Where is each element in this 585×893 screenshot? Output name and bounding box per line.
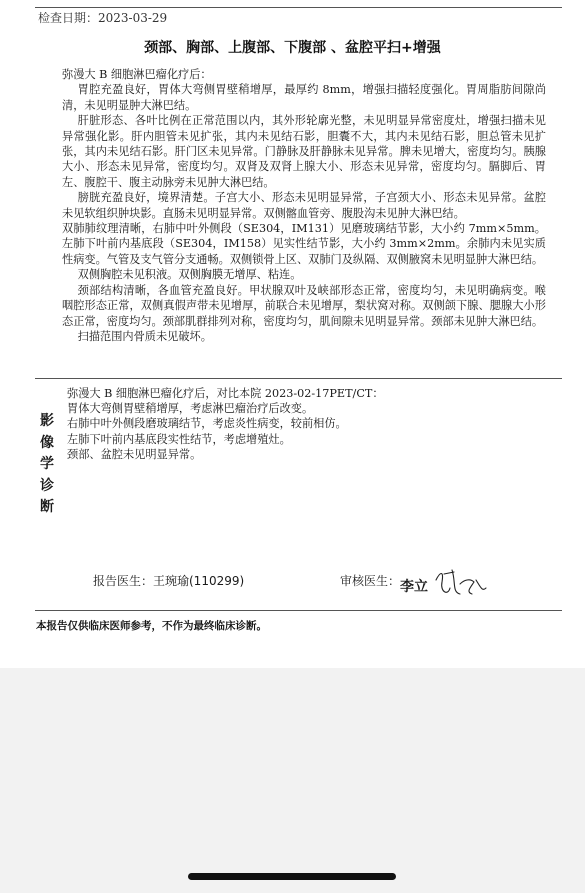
reporting-doctor: 报告医生：王琬瑜(110299) <box>93 574 245 588</box>
diagnosis-label-char: 学 <box>40 456 54 472</box>
findings-paragraph: 膀胱充盈良好，境界清楚。子宫大小、形态未见明显异常，子宫颈大小、形态未见异常。盆腔未见软组织肿块影。直肠未见明显异常。双侧髂血管旁、腹股沟未见肿大淋巴结。 <box>62 191 546 220</box>
findings-paragraph: 双肺肺纹理清晰，右肺中叶外侧段（SE304，IM131）见磨玻璃结节影，大小约 7mm×5mm。左肺下叶前内基底段（SE304，IM158）见实性结节影，大小约 3mm×2mm。余肺内未见实质性病变。气管及支气管分支通畅。双侧锁骨上区、双肺门及纵隔、双侧腋窝未见明显肿大淋巴结。 <box>62 222 546 266</box>
findings-section <box>62 67 546 344</box>
findings-paragraph: 双侧胸腔未见积液。双侧胸膜无增厚、粘连。 <box>77 268 302 282</box>
reviewing-doctor-label: 审核医生： <box>340 574 401 588</box>
section-divider <box>35 378 562 379</box>
findings-paragraph: 胃腔充盈良好，胃体大弯侧胃壁稍增厚，最厚约 8mm，增强扫描轻度强化。胃周脂肪间隙尚清，未见明显肿大淋巴结。 <box>62 83 546 112</box>
diagnosis-label-char: 断 <box>40 499 54 515</box>
diagnosis-line: 胃体大弯侧胃壁稍增厚，考虑淋巴瘤治疗后改变。 <box>67 402 314 416</box>
diagnosis-section <box>67 386 537 462</box>
footer-divider <box>35 610 562 611</box>
findings-paragraph: 扫描范围内骨质未见破坏。 <box>77 329 212 343</box>
diagnosis-label <box>40 411 56 519</box>
findings-paragraph: 肝脏形态、各叶比例在正常范围以内，其外形轮廓光整，未见明显异常密度灶，增强扫描未见异常强化影。肝内胆管未见扩张，其内未见结石影，胆囊不大，其内未见结石影，胆总管未见扩张，其内未见结石影。肝门区未见异常。门静脉及肝静脉未见异常。脾未见增大，密度均匀。胰腺大小、形态未见异常，密度均匀。双肾及双肾上腺大小、形态未见异常，密度均匀。膈脚后、胃左、腹腔干、腹主动脉旁未见肿大淋巴结。 <box>62 114 546 189</box>
exam-date: 检查日期：2023-03-29 <box>38 11 168 25</box>
diagnosis-line: 右肺中叶外侧段磨玻璃结节，考虑炎性病变，较前相仿。 <box>67 417 347 431</box>
diagnosis-label-char: 诊 <box>40 477 54 494</box>
handwritten-signature <box>430 562 490 602</box>
findings-paragraph: 弥漫大 B 细胞淋巴瘤化疗后： <box>62 68 212 81</box>
disclaimer: 本报告仅供临床医师参考，不作为最终临床诊断。 <box>36 620 267 632</box>
diagnosis-line: 左肺下叶前内基底段实性结节，考虑增殖灶。 <box>67 432 291 446</box>
home-indicator[interactable] <box>188 873 396 880</box>
top-divider <box>35 7 562 8</box>
diagnosis-line: 颈部、盆腔未见明显异常。 <box>67 447 202 461</box>
report-title: 颈部、胸部、上腹部、下腹部 、盆腔平扫+增强 <box>144 40 441 56</box>
diagnosis-line: 弥漫大 B 细胞淋巴瘤化疗后，对比本院 2023-02-17PET/CT： <box>67 387 384 400</box>
diagnosis-label-char: 像 <box>40 434 54 451</box>
findings-paragraph: 颈部结构清晰，各血管充盈良好。甲状腺双叶及峡部形态正常，密度均匀，未见明确病变。喉咽腔形态正常，双侧真假声带未见增厚，前联合未见增厚，梨状窝对称。双侧颌下腺、腮腺大小形态正常，密度均匀。颈部肌群排列对称，密度均匀，肌间隙未见明显异常。颈部未见肿大淋巴结。 <box>62 283 546 328</box>
reviewing-doctor-name: 李立 <box>400 579 428 595</box>
diagnosis-label-char: 影 <box>40 413 54 429</box>
